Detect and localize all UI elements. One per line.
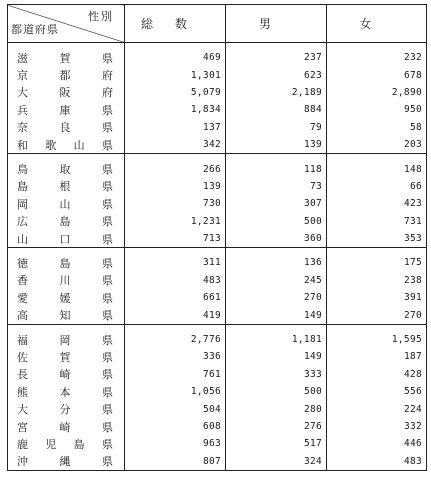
table-row [8,366,427,383]
prefecture-name-cell: 沖縄県 [8,453,125,471]
total-cell: 342 [125,136,226,154]
total-cell: 1,231 [125,213,226,230]
total-cell: 963 [125,435,226,452]
total-cell: 807 [125,453,226,471]
table-row [8,178,427,195]
table-row [8,453,427,471]
female-cell: 731 [327,213,427,230]
male-cell: 79 [226,119,327,136]
table-row [8,254,427,271]
male-cell: 307 [226,195,327,212]
total-cell: 2,776 [125,331,226,348]
table-row [8,84,427,101]
female-cell: 187 [327,348,427,365]
total-cell: 311 [125,254,226,271]
total-cell: 1,056 [125,383,226,400]
total-cell: 1,834 [125,101,226,118]
sex-header-label: 性別 [88,10,114,23]
male-column-header: 男 [226,5,327,43]
table-row [8,160,427,177]
table-row [8,136,427,154]
table-row [8,306,427,324]
prefecture-sex-table [7,4,427,471]
male-cell: 245 [226,272,327,289]
female-cell: 678 [327,66,427,83]
male-cell: 360 [226,230,327,248]
prefecture-name-cell: 大分県 [8,400,125,417]
female-cell: 224 [327,400,427,417]
male-cell: 149 [226,348,327,365]
prefecture-name-cell: 滋賀県 [8,49,125,66]
female-cell: 238 [327,272,427,289]
prefecture-name-cell: 福岡県 [8,331,125,348]
table-row [8,230,427,248]
table-row [8,348,427,365]
female-cell: 1,595 [327,331,427,348]
table-body [8,43,427,471]
prefecture-name-cell: 奈良県 [8,119,125,136]
table-row [8,49,427,66]
table-row [8,418,427,435]
table-header [8,5,427,43]
female-cell: 446 [327,435,427,452]
total-cell: 730 [125,195,226,212]
total-cell: 1,301 [125,66,226,83]
male-cell: 500 [226,383,327,400]
table-row [8,331,427,348]
prefecture-name-cell: 長崎県 [8,366,125,383]
table-row [8,435,427,452]
prefecture-name-cell: 鹿児島県 [8,435,125,452]
male-cell: 1,181 [226,331,327,348]
female-cell: 232 [327,49,427,66]
total-cell: 336 [125,348,226,365]
prefecture-name-cell: 兵庫県 [8,101,125,118]
prefecture-name-cell: 広島県 [8,213,125,230]
prefecture-name-cell: 徳島県 [8,254,125,271]
female-cell: 391 [327,289,427,306]
total-cell: 137 [125,119,226,136]
male-cell: 517 [226,435,327,452]
table-row [8,213,427,230]
total-cell: 761 [125,366,226,383]
female-cell: 483 [327,453,427,471]
female-cell: 66 [327,178,427,195]
female-cell: 332 [327,418,427,435]
female-cell: 2,890 [327,84,427,101]
female-cell: 148 [327,160,427,177]
prefecture-name-cell: 京都府 [8,66,125,83]
male-cell: 139 [226,136,327,154]
male-cell: 884 [226,101,327,118]
total-cell: 139 [125,178,226,195]
female-cell: 950 [327,101,427,118]
female-cell: 58 [327,119,427,136]
male-cell: 324 [226,453,327,471]
prefecture-name-cell: 大阪府 [8,84,125,101]
total-cell: 266 [125,160,226,177]
table-row [8,289,427,306]
female-cell: 175 [327,254,427,271]
male-cell: 500 [226,213,327,230]
prefecture-name-cell: 愛媛県 [8,289,125,306]
male-cell: 333 [226,366,327,383]
male-cell: 270 [226,289,327,306]
prefecture-name-cell: 和歌山県 [8,136,125,154]
total-cell: 419 [125,306,226,324]
total-cell: 469 [125,49,226,66]
total-cell: 504 [125,400,226,417]
male-cell: 2,189 [226,84,327,101]
female-cell: 203 [327,136,427,154]
table-row [8,383,427,400]
male-cell: 623 [226,66,327,83]
male-cell: 118 [226,160,327,177]
male-cell: 276 [226,418,327,435]
prefecture-header-label: 都道府県 [11,23,59,36]
table-row [8,101,427,118]
prefecture-name-cell: 山口県 [8,230,125,248]
total-cell: 483 [125,272,226,289]
prefecture-name-cell: 岡山県 [8,195,125,212]
table-row [8,195,427,212]
female-cell: 428 [327,366,427,383]
prefecture-name-cell: 島根県 [8,178,125,195]
male-cell: 136 [226,254,327,271]
female-cell: 423 [327,195,427,212]
diagonal-header-cell [8,5,125,43]
table-row [8,400,427,417]
table-row [8,119,427,136]
total-cell: 713 [125,230,226,248]
prefecture-name-cell: 佐賀県 [8,348,125,365]
prefecture-name-cell: 熊本県 [8,383,125,400]
female-column-header: 女 [327,5,427,43]
male-cell: 237 [226,49,327,66]
male-cell: 280 [226,400,327,417]
prefecture-name-cell: 鳥取県 [8,160,125,177]
male-cell: 149 [226,306,327,324]
total-cell: 5,079 [125,84,226,101]
female-cell: 270 [327,306,427,324]
table-row [8,272,427,289]
female-cell: 353 [327,230,427,248]
total-column-header: 総数 [125,5,226,43]
total-cell: 661 [125,289,226,306]
prefecture-name-cell: 香川県 [8,272,125,289]
total-cell: 608 [125,418,226,435]
table-row [8,66,427,83]
male-cell: 73 [226,178,327,195]
prefecture-name-cell: 宮崎県 [8,418,125,435]
female-cell: 556 [327,383,427,400]
prefecture-name-cell: 高知県 [8,306,125,324]
